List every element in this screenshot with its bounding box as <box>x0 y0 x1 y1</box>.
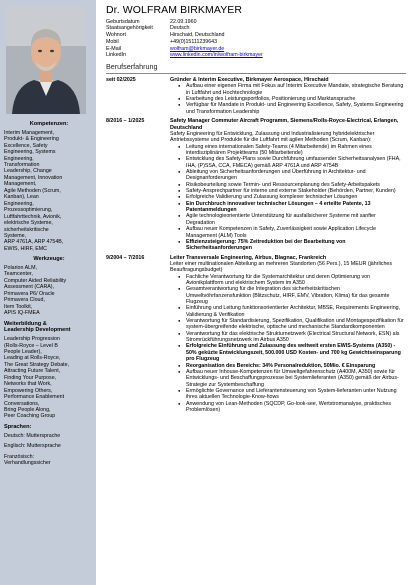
job-entry <box>106 255 406 414</box>
contact-value: 22.09.1960 <box>170 18 197 25</box>
jobs-list <box>106 77 406 413</box>
contact-label: LinkedIn <box>106 52 127 59</box>
language-item: Französisch: Verhandlungssicher <box>4 453 51 466</box>
bullet-item: ● Erfolgreiche Validierung und Zulassung komplexer technischer Lösungen <box>178 194 406 200</box>
bullet-item: ● Erarbeitung des Leistungsportfolios, Positionierung und Marktansprache <box>178 96 406 102</box>
bullet-item: ● Ermöglichte Governance und Lieferantensteuerung von System-lieferanten unter Nutzung ihres aktuellen Technologie-Know-hows <box>178 388 406 401</box>
sidebar-content <box>4 117 94 470</box>
tools-title: Werkzeuge: <box>33 256 65 263</box>
sidebar <box>0 0 96 585</box>
languages-list <box>4 433 94 467</box>
contact-row <box>106 25 406 32</box>
bullet-item: ● Aufbau neuer Inhouse-Kompetenzen für Umweltgefahrenschutz (A400M, A350) sowie für Entwicklungs- und Beschaffungsprozesse bei Systemlieferanten (A350) gemäß der Airbus-Strategie zur Systembeschaffung <box>178 369 406 388</box>
job-bullets <box>178 144 406 252</box>
contact-label: Wohnort <box>106 32 126 39</box>
contact-label: Staatsangehörigkeit <box>106 25 153 32</box>
competences-text: Interim Management, Produkt- & Engineering Excellence, Safety Engineering, Systems Engineering, Transformation Leadership, Change Management, Innovation Management, Agile Methoden (Scrum, Kanban), Lean Engineering, Prozessoptimierung, Luftfahrttechnik, Avionik, elektrische Systeme, sicherheitskritische Systeme, ARP 4761A, ARP 4754B, EWIS, HIRF, EMC <box>4 129 64 252</box>
job-body <box>170 255 406 414</box>
contact-row <box>106 46 406 53</box>
contact-row <box>106 19 406 26</box>
language-item: Englisch: Muttersprache <box>4 443 61 450</box>
main-content <box>106 4 406 413</box>
contact-label: Mobil <box>106 38 119 45</box>
job-description: Safety Engineering für Entwicklung, Zulassung und Industrialisierung hybridelektrischer Antriebssysteme und Produkte für die Luftfahrt mit agilen Methoden (Scrum, Kanban): <box>170 131 375 144</box>
bullet-item: ● Verantwortung für Standardisierung, Spezifikation, Qualifikation und Montagespezifikation für system-übergreifende elektrische, optische und mechanische Standardkomponenten <box>178 318 406 331</box>
person-name: Dr. WOLFRAM BIRKMAYER <box>106 4 243 16</box>
bullet-item: ● Ableitung von Sicherheitsanforderungen und Überführung in Architektur- und Designanforderungen <box>178 169 406 182</box>
bullet-item: ● Reorganisation des Bereichs: 34% Personalreduktion, 50Mio. € Einsparung <box>178 363 406 369</box>
bullet-item: ● Risikobeurteilung sowie Termin- und Ressourcenplanung des Safety-Arbeitspakets <box>178 182 406 188</box>
bullet-item: ● Aufbau einer eigenen Firma mit Fokus auf Interim Executive Mandate, strategische Beratung in Luftfahrt und Hochtechnologie <box>178 83 406 96</box>
job-title: Gründer & Interim Executive, Birkmayer Aerospace, Hirschaid <box>170 76 329 83</box>
bullet-item: ● Safety-Ansprechpartner für interne und externe Stakeholder (Behörden, Partner, Kunden) <box>178 188 406 194</box>
training-title: Weiterbildung & Leadership Development <box>4 320 71 334</box>
job-title: Safety Manager Commuter Aircraft Programm, Siemens/Rolls-Royce-Electrical, Erlangen, Deutschland <box>170 118 399 131</box>
contact-value: Deutsch <box>170 25 190 32</box>
contact-row <box>106 39 406 46</box>
job-body <box>170 118 406 252</box>
bullet-item: ● Verfügbar für Mandate in Produkt- und Engineering Excellence, Safety, Systems Engineering und Transformation Leadership <box>178 102 406 115</box>
experience-heading: Berufserfahrung <box>106 63 406 74</box>
profile-photo <box>6 6 86 114</box>
tools-text: Polarion ALM, Teamcenter, Computer Aided Reliability Assessment (CARA), Primavera P6/ Oracle Primavera Cloud, Item Toolkit, APIS IQ-FMEA <box>4 265 67 317</box>
job-title: Leiter Transversale Engineering, Airbus, Blagnac, Frankreich <box>170 254 327 261</box>
language-item: Deutsch: Muttersprache <box>4 432 61 439</box>
bullet-item: ● Anwendung von Lean-Methoden (SQCDP, Go-look-see, Wertstromanalyse, praktisches Problemlösen) <box>178 401 406 414</box>
languages-title: Sprachen: <box>4 423 32 430</box>
contact-label: E-Mail <box>106 45 122 52</box>
competences-title: Kompetenzen: <box>29 121 69 127</box>
contact-value: Hirschaid, Deutschland <box>170 32 225 39</box>
contact-row <box>106 32 406 39</box>
job-description: Leiter einer multinationalen Abteilung an mehreren Standorten (56 Pers.), 15 MEUR (jährliches Beauftragungsbudget) <box>170 261 392 274</box>
job-entry <box>106 118 406 252</box>
contact-label: Geburtsdatum <box>106 18 140 25</box>
bullet-item: ● Verantwortung für das elektrische Strukturnetzwerk (Electrical Structural Network, ESN) als Stromrückführungsnetzwerk im Airbus A350 <box>178 331 406 344</box>
job-entry <box>106 77 406 115</box>
training-text: Leadership Progression (Rolls-Royce – Level B People Leader), Leading at Rolls-Royce, The Great Strategy Debate, Attracting Future Talent, Finding Your Purpose, Networks that Work, Empowering Others, Performance Enablement Conversations, Bring People Along, Peer Coaching Group <box>4 336 70 420</box>
job-date: 8/2016 – 1/2025 <box>106 118 145 125</box>
job-date: 9/2004 – 7/2016 <box>106 254 145 261</box>
contact-link[interactable]: wolfram@birkmayer.de <box>170 45 225 52</box>
bullet-item: ● Gesamtverantwortung für die Integration des sicherheitskritischen Umweltvöhrfanzensfunktion (Blitzschutz, HIRF, EMV, Vibration, Klima) für das gesamte Flugzeug <box>178 286 406 305</box>
job-date: seit 02/2025 <box>106 76 136 83</box>
contact-row <box>106 52 406 59</box>
bullet-item: ● Ein Durchbruch innovativer technischer Lösungen – 4 erteilte Patente, 13 Patentanmeldungen <box>178 201 406 214</box>
contact-link[interactable]: www.linkedin.com/in/wolfram-birkmayer <box>170 52 263 59</box>
job-body <box>170 77 406 115</box>
bullet-item: ● Einführung und Leitung funktionsorientierter Architektur, MBSE, Requirements Engineering, Validierung & Verifikation <box>178 305 406 318</box>
job-bullets <box>178 274 406 414</box>
bullet-item: ● Effizienzsteigerung: 75% Zeitreduktion bei der Bearbeitung von Sicherheitsanforderungen <box>178 239 406 252</box>
portrait-image <box>6 6 86 114</box>
bullet-item: ● Leitung eines internationalen Safety-Teams (4 Mitarbeitende) im Rahmen eines interdisziplinären Projektteams (50 Mitarbeitende) <box>178 144 406 157</box>
bullet-item: ● Entwicklung des Safety-Plans sowie Durchführung umfassender Sicherheitsanalysen (FHA, IHA, (P)SSA, CCA, FMECA) gemäß ARP 4761A und ARP 4754B <box>178 156 406 169</box>
bullet-item: ● Aufbau neuer Kompetenzen in Safety, Zuverlässigkeit sowie Application Lifecycle Management (ALM) Tools <box>178 226 406 239</box>
contact-value: +49(0)15111239643 <box>170 38 218 45</box>
contact-block <box>106 19 406 60</box>
bullet-item: ● Fachliche Verantwortung für die Systemarchitektur und deren Optimierung von Avionikplattform und elektrischem System im A350 <box>178 274 406 287</box>
bullet-item: ● Erfolgreiche Einführung und Zulassung des weltweit ersten EWIS-Systems (A350) - 50% geküzte Entwicklungszeit, 500.000 USD Kosten- und 700 kg Gewichtseinsparung pro Flugzeug <box>178 343 406 362</box>
job-bullets <box>178 83 406 115</box>
bullet-item: ● Agile technologieorientierte Unterstützung für ausfallsicherer Systeme mit sanfter Degradation <box>178 213 406 226</box>
